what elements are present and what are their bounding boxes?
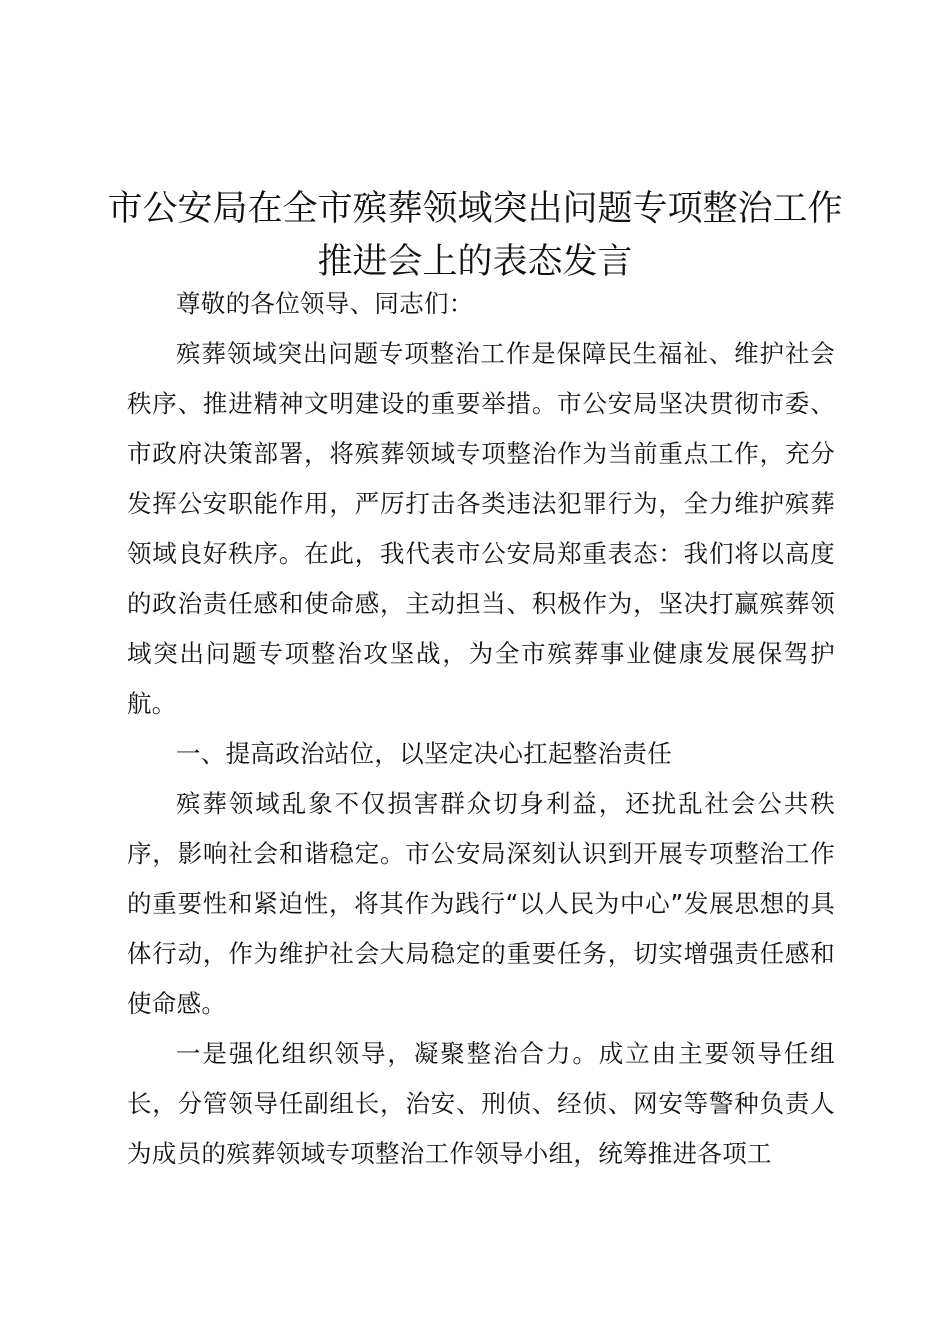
section-heading: 一、提高政治站位，以坚定决心扛起整治责任	[176, 739, 672, 768]
salutation: 尊敬的各位领导、同志们：	[176, 289, 474, 318]
paragraph-section-1: 殡葬领域乱象不仅损害群众切身利益，还扰乱社会公共秩序，影响社会和谐稳定。市公安局深刻认识到开展专项整治工作的重要性和紧迫性，将其作为践行“以人民为中心”发展思想的具体行动，作为维护社会大局稳定的重要任务，切实增强责任感和使命感。	[127, 789, 835, 1018]
document-title: 市公安局在全市殡葬领域突出问题专项整治工作推进会上的表态发言	[107, 189, 843, 282]
document-body	[127, 279, 835, 1179]
paragraph-intro: 殡葬领域突出问题专项整治工作是保障民生福祉、维护社会秩序、推进精神文明建设的重要举措。市公安局坚决贯彻市委、市政府决策部署，将殡葬领域专项整治作为当前重点工作，充分发挥公安职能作用，严厉打击各类违法犯罪行为，全力维护殡葬领域良好秩序。在此，我代表市公安局郑重表态：我们将以高度的政治责任感和使命感，主动担当、积极作为，坚决打赢殡葬领域突出问题专项整治攻坚战，为全市殡葬事业健康发展保驾护航。	[127, 339, 835, 718]
paragraph-point-1: 一是强化组织领导，凝聚整治合力。成立由主要领导任组长，分管领导任副组长，治安、刑侦、经侦、网安等警种负责人为成员的殡葬领域专项整治工作领导小组，统筹推进各项工	[127, 1039, 835, 1168]
